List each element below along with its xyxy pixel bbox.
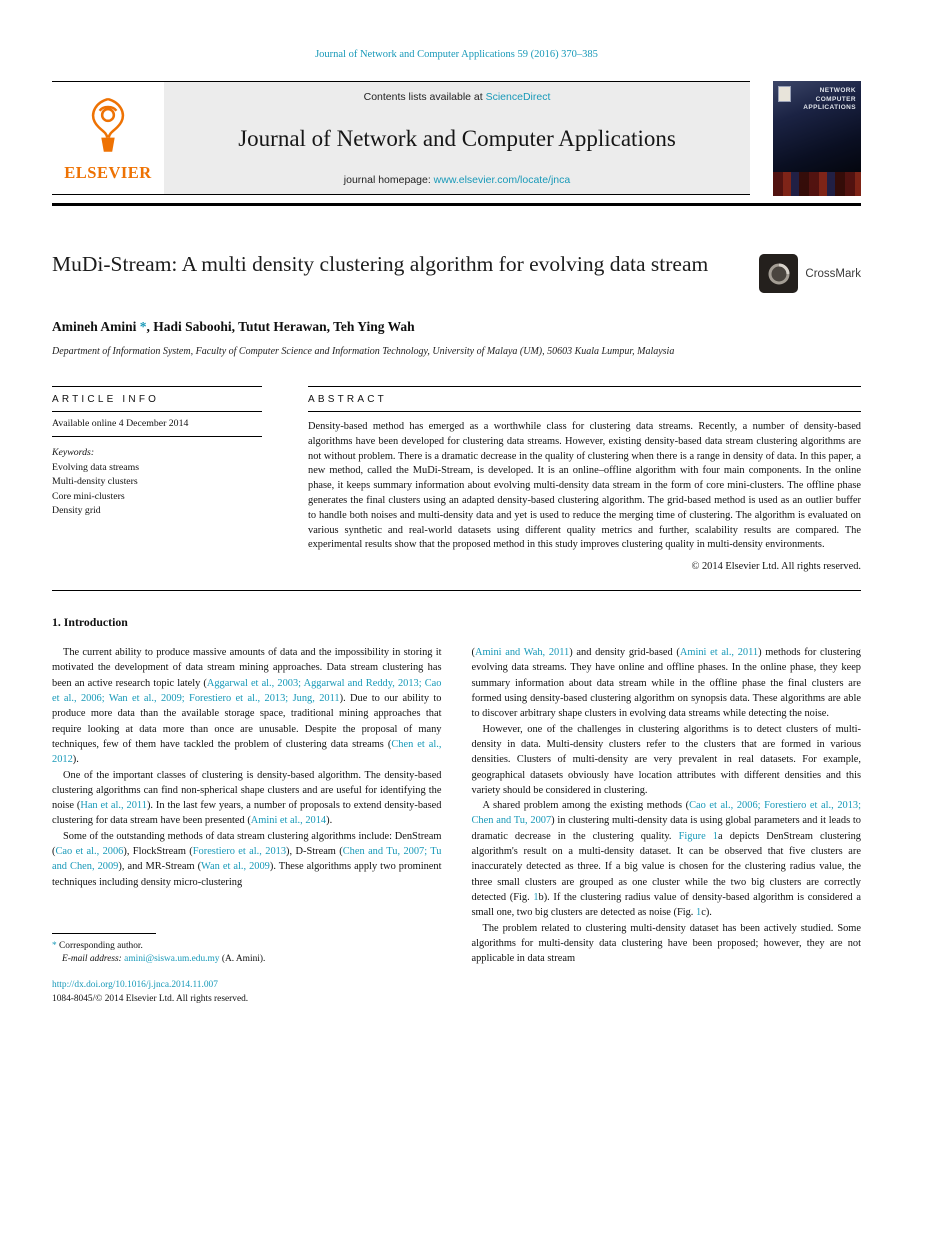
journal-title: Journal of Network and Computer Applications [238,125,676,151]
cover-artwork [773,172,861,196]
elsevier-logo [52,82,164,194]
citation-link[interactable]: 1 [533,891,539,903]
citation-link[interactable]: Chen and Tu, 2007; Tu and Chen, 2009 [52,846,442,873]
keywords-label: Keywords: [52,447,95,458]
intro-paragraph: However, one of the challenges in clustering algorithms is to detect clusters of multi-density in data. Multi-density clusters refer to the clusters that are formed in various densities. Clusters of multi-density are very prevalent in real datasets. For example, geographical datasets obviously have location attributes with different densities and this variety should be considered in clustering. [471,723,861,796]
crossmark-badge[interactable] [759,254,861,293]
elsevier-wordmark: ELSEVIER [64,162,152,182]
abstract-heading: ABSTRACT [308,394,387,405]
contents-line: Contents lists available at ScienceDirect [363,91,551,103]
section-divider [52,590,861,591]
citation-link[interactable]: Amini et al., 2011 [679,647,759,659]
citation-link[interactable]: Cao et al., 2006; Forestiero et al., 2013; Chen and Tu, 2007 [471,800,861,827]
rule [52,436,262,437]
cover-title-text: NETWORK COMPUTER APPLICATIONS [803,87,856,111]
intro-paragraph: A shared problem among the existing methods (Cao et al., 2006; Forestiero et al., 2013; Chen and Tu, 2007) in clustering multi-density data is using global parameters and it leads to dramatic decrease in the clustering quality. Figure 1a depicts DenStream clustering algorithm's result on a multi-density dataset. It can be observed that five clusters are inaccurately detected as three. If a big value is chosen for the clustering radius value, the three small clusters are grouped as one cluster while the two big clusters are correctly detected (Fig. 1b). If the clustering radius value of density-based algorithm is considered a small one, two big clusters are detected as noise (Fig. 1c). [471,800,861,919]
copyright-line: © 2014 Elsevier Ltd. All rights reserved. [691,561,861,573]
introduction-heading: 1. Introduction [52,615,128,630]
intro-paragraph: Some of the outstanding methods of data stream clustering algorithms include: DenStream (Cao et al., 2006), FlockStream (Forestiero et al., 2013), D-Stream (Chen and Tu, 2007; Tu and Chen, 2009), and MR-Stream (Wan et al., 2009). These algorithms apply two prominent techniques including density micro-clustering [52,830,442,888]
citation-link[interactable]: Wan et al., 2009 [201,861,270,873]
keyword-item: Evolving data streams [52,461,140,473]
citation-link[interactable]: Aggarwal et al., 2003; Aggarwal and Reddy, 2013; Cao et al., 2006; Wan et al., 2009; Forestiero et al., 2013; Jung, 2011 [52,677,442,705]
keyword-item: Density grid [52,505,101,516]
journal-homepage-link[interactable]: www.elsevier.com/locate/jnca [433,174,571,186]
citation-link[interactable]: Amini et al., 2014 [250,815,327,827]
authors-line: Amineh Amini *, Hadi Saboohi, Tutut Herawan, Teh Ying Wah [52,319,415,334]
page-footer [52,979,861,1006]
citation-link[interactable]: Amini and Wah, 2011 [474,647,570,659]
article-title: MuDi-Stream: A multi density clustering algorithm for evolving data stream [52,252,709,276]
abstract-text: Density-based method has emerged as a worthwhile class for clustering data streams. Recently, a number of density-based algorithms have been developed for clustering data streams. However, existing density-based data stream clustering algorithms are not without problem. There is a dramatic decrease in the quality of clustering when there is a range in density of data. In this paper, a new method, called the MuDi-Stream, is developed. It is an online–offline algorithm with four main components. In the online phase, it keeps summary information about evolving multi-density data stream in the form of core mini-clusters. The offline phase generates the final clusters using an adapted density-based clustering algorithm. The grid-based method is used as an outlier buffer to handle both noises and multi-density data and yet is used to reduce the merging time of clustering. The algorithm is evaluated on various synthetic and real-world datasets using different quality metrics and further, scalability results are compared. The experimental results show that the proposed method in this study improves clustering quality in multi-density environments. [308,421,861,551]
citation-link[interactable]: Figure 1 [678,830,718,842]
article-info-column [52,386,262,572]
intro-paragraph: (Amini and Wah, 2011) and density grid-based (Amini et al., 2011) methods for clustering evolving data streams. They have online and offline phases. In the online phase, they keep summary information about data stream while in the offline phase the final clusters are formed using density-based clustering algorithm on synopsis data. These algorithms are able to discover arbitrary shape clusters in evolving data streams while detecting the noise. [471,647,862,720]
footnote-corresponding: * Corresponding author. [52,941,143,952]
journal-homepage-line: journal homepage: www.elsevier.com/locate/jnca [343,174,571,186]
intro-right-column [472,645,862,966]
masthead-divider [52,203,861,206]
abstract-column [308,386,861,572]
citation-link[interactable]: Cao et al., 2006 [55,846,124,858]
masthead-banner [52,81,750,195]
keyword-item: Core mini-clusters [52,490,125,502]
footnote-rule [52,933,156,934]
crossmark-label: CrossMark [805,267,861,280]
journal-cover-thumbnail [773,81,861,196]
issn-line: 1084-8045/© 2014 Elsevier Ltd. All rights reserved. [52,993,249,1004]
footnote-asterisk[interactable]: * [52,941,57,952]
citation-link[interactable]: Chen et al., 2012 [52,738,442,766]
intro-paragraph: One of the important classes of clustering is density-based algorithm. The density-based clustering algorithms can find non-spherical shape clusters and are useful for identifying the noise (Han et al., 2011). In the last few years, a number of proposals to extend density-based clustering for data stream have been presented (Amini et al., 2014). [52,769,442,827]
doi-link[interactable]: http://dx.doi.org/10.1016/j.jnca.2014.11.007 [52,980,218,991]
article-info-heading: ARTICLE INFO [52,394,160,405]
introduction-section [52,615,861,966]
intro-paragraph: The current ability to produce massive amounts of data and the impossibility in storing it motivated the development of data stream mining approaches. Data stream clustering has been an active research topic lately (Aggarwal et al., 2003; Aggarwal and Reddy, 2013; Cao et al., 2006; Wan et al., 2009; Forestiero et al., 2013; Jung, 2011). Due to our ability to produce more data than the available storage space, traditional mining approaches that require looking at data more than once are unusable. Despite the proposal of many techniques, few of them have tackled the problem of clustering data streams (Chen et al., 2012). [52,647,442,766]
citation-link[interactable]: 1 [696,907,702,919]
footnote [52,911,442,966]
available-online: Available online 4 December 2014 [52,418,189,429]
footnote-email: E-mail address: amini@siswa.um.edu.my (A. Amini). [62,954,266,965]
affiliation: Department of Information System, Faculty of Computer Science and Information Technology, University of Malaya (UM), 50603 Kuala Lumpur, Malaysia [52,346,675,357]
intro-left-column [52,645,442,966]
masthead-gray-box [164,82,750,194]
masthead [52,81,861,196]
keyword-item: Multi-density clusters [52,476,138,487]
keywords-block [52,446,262,519]
crossmark-icon [759,254,798,293]
citation-link[interactable]: Forestiero et al., 2013 [192,846,287,858]
citation-link[interactable]: Han et al., 2011 [80,800,147,812]
intro-paragraph: The problem related to clustering multi-density dataset has been actively studied. Some algorithms for multi-density data clustering have been proposed; however, they are not applicable in data stream [471,922,861,965]
sciencedirect-link[interactable]: ScienceDirect [485,91,551,103]
cover-elsevier-mark-icon [778,86,791,102]
email-link[interactable]: amini@siswa.um.edu.my [124,954,220,965]
corresponding-author-asterisk[interactable]: * [139,319,147,334]
elsevier-tree-icon [81,94,135,161]
journal-citation-link[interactable]: Journal of Network and Computer Applications 59 (2016) 370–385 [315,49,598,60]
